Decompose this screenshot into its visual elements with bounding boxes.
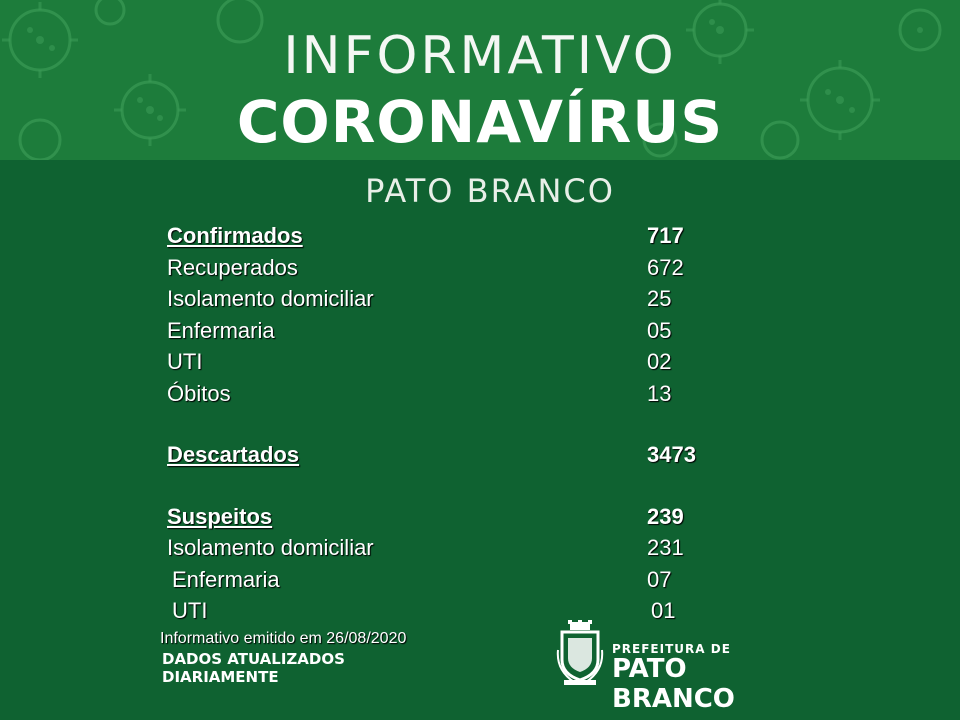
row-suspeitos-enfermaria (167, 564, 727, 596)
stat-value: 07 (647, 566, 672, 592)
logo-pato-branco: PATO BRANCO (612, 654, 735, 714)
stat-label: UTI (167, 349, 203, 374)
stat-value: 25 (647, 286, 672, 311)
stat-label: UTI (172, 598, 208, 623)
stat-label: Enfermaria (172, 566, 280, 592)
row-enfermaria (167, 315, 727, 347)
stat-label: Enfermaria (167, 317, 275, 343)
stat-label: Óbitos (167, 380, 231, 406)
title-informativo: INFORMATIVO (283, 26, 677, 86)
stat-label: Recuperados (167, 254, 298, 280)
stat-value: 02 (647, 349, 672, 374)
stat-label: Isolamento domiciliar (167, 286, 374, 311)
row-isolamento (167, 283, 727, 315)
issued-date-note: Informativo emitido em 26/08/2020 (160, 630, 407, 647)
descartados-value: 3473 (647, 442, 696, 467)
stats-table (167, 220, 727, 627)
logo-prefeitura-de: PREFEITURA DE (612, 642, 731, 656)
city-title: PATO BRANCO (365, 172, 615, 210)
municipal-crest-icon (556, 620, 604, 686)
descartados-label: Descartados (167, 442, 300, 467)
row-suspeitos-isolamento (167, 532, 727, 564)
suspeitos-value: 239 (647, 503, 684, 529)
row-confirmados (167, 220, 727, 252)
title-coronavirus: CORONAVÍRUS (236, 88, 724, 156)
row-uti (167, 346, 727, 378)
updated-daily-note (162, 650, 345, 686)
stat-value: 01 (651, 598, 676, 623)
prefeitura-logo (556, 620, 816, 714)
stat-label: Isolamento domiciliar (167, 535, 374, 560)
stat-value: 13 (647, 380, 672, 406)
stat-value: 672 (647, 254, 684, 280)
row-recuperados (167, 252, 727, 284)
row-suspeitos (167, 501, 727, 533)
stat-value: 231 (647, 535, 684, 560)
updated-line-2: DIARIAMENTE (162, 668, 279, 686)
header-banner (0, 0, 960, 160)
confirmados-label: Confirmados (167, 223, 303, 248)
confirmados-value: 717 (647, 223, 684, 248)
row-obitos (167, 378, 727, 410)
suspeitos-label: Suspeitos (167, 503, 273, 529)
stat-value: 05 (647, 317, 672, 343)
updated-line-1: DADOS ATUALIZADOS (162, 650, 345, 668)
row-descartados (167, 439, 727, 471)
